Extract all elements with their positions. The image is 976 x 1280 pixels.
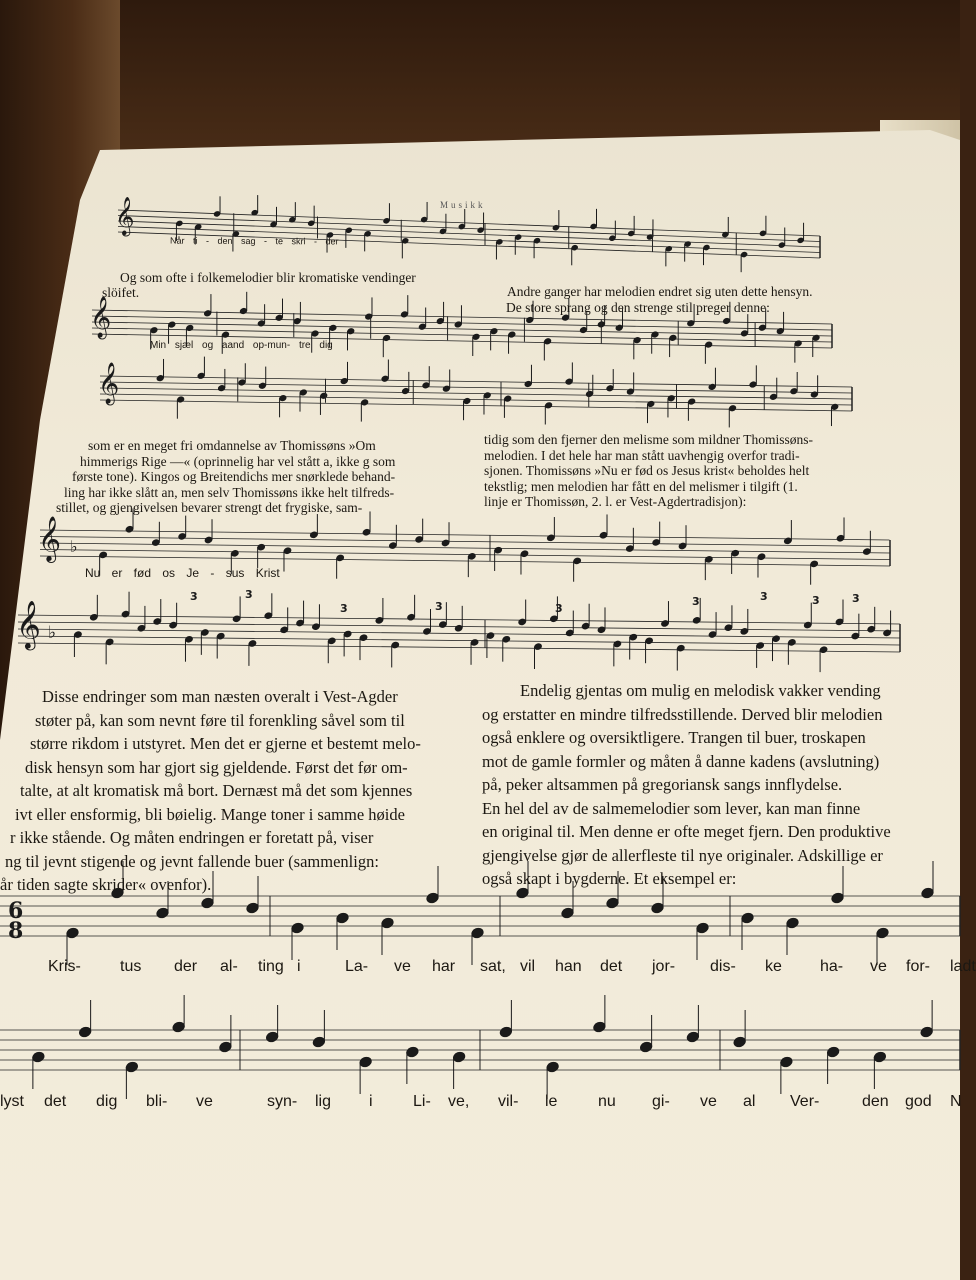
- lyric-syllable: syn-: [267, 1093, 298, 1110]
- staff-ex3-line: [100, 394, 852, 405]
- triplet-mark: 3: [692, 595, 700, 608]
- lyric-syllable: dis-: [710, 958, 736, 975]
- lyric-syllable: der: [174, 958, 198, 975]
- lyric-syllable: gi-: [652, 1093, 670, 1110]
- lyric-syllable: ve: [700, 1093, 717, 1110]
- br-line: gjengivelse gjør de allerfleste til nye originaler. Adskillige er: [482, 845, 883, 865]
- bl-line: talte, at alt kromatisk må bort. Dernæst må det som kjennes: [20, 781, 413, 800]
- staff-ex5-line: [18, 636, 900, 645]
- ex1-lyric: Når ti - den sag - te skri - der: [169, 235, 339, 247]
- lyric-syllable: den: [862, 1093, 889, 1110]
- lyric-syllable: ke: [765, 958, 782, 975]
- lyric-syllable: har: [432, 958, 456, 975]
- staff-ex2-line: [92, 316, 832, 330]
- ml-line: stillet, og gjengivelsen bevarer strengt det frygiske, sam-: [56, 500, 363, 515]
- lyric-syllable: sat,: [480, 958, 506, 975]
- tl-line: Og som ofte i folkemelodier blir kromatiske vendinger: [120, 270, 416, 285]
- time-signature: 6: [8, 898, 24, 924]
- bl-line: år tiden sagte skrider« ovenfor).: [0, 875, 212, 894]
- ex3-lyric: Nu er fød os Je - sus Krist: [85, 566, 280, 580]
- bl-line: støter på, kan som nevnt føre til forenkling såvel som til: [35, 710, 405, 730]
- lyric-syllable: dig: [96, 1093, 118, 1110]
- lyric-syllable: ve: [394, 958, 411, 975]
- bl-line: større rikdom i utstyret. Men det er gjerne et bestemt melo-: [30, 734, 421, 753]
- lyric-syllable: le: [545, 1093, 558, 1110]
- lyric-syllable: ladt: [950, 958, 976, 975]
- flat-sign: ♭: [48, 623, 57, 643]
- lyric-syllable: i: [369, 1093, 373, 1110]
- br-line: Endelig gjentas om mulig en melodisk vakker vending: [520, 681, 881, 700]
- treble-clef-ex3: 𝄞: [98, 363, 120, 405]
- staff-ex4-line: [40, 530, 890, 540]
- staff-ex4-line: [40, 537, 890, 547]
- lyric-syllable: al-: [220, 958, 238, 975]
- mr-line: sjonen. Thomissøns »Nu er fød os Jesus krist« beholdes helt: [484, 463, 810, 478]
- triplet-mark: 3: [190, 590, 198, 603]
- lyric-syllable: Ver-: [790, 1093, 820, 1110]
- lyric-syllable: N: [950, 1093, 962, 1110]
- bl-line: ivt eller ensformig, bli bøielig. Mange toner i samme høide: [15, 804, 405, 824]
- treble-clef-ex1: 𝄞: [115, 196, 135, 236]
- bl-line: r ikke stående. Og måten endringen er foretatt på, viser: [10, 828, 374, 847]
- br-line: også skapt i bygderne. Et eksempel er:: [482, 869, 737, 888]
- staff-ex5-line: [18, 615, 900, 624]
- lyric-syllable: Li-: [413, 1093, 431, 1110]
- br-line: mot de gamle formler og måten å danne kadens (avslutning): [482, 751, 880, 771]
- ml-line: ling har ikke slått an, men selv Thomissøns ikke helt tilfreds-: [64, 484, 395, 500]
- tr-line: Andre ganger har melodien endret sig uten dette hensyn.: [507, 284, 813, 299]
- lyric-syllable: lyst: [0, 1093, 24, 1110]
- ml-line: første tone). Kingos og Breitendichs mer snørklede behand-: [72, 469, 396, 484]
- bl-line: Disse endringer som man næsten overalt i Vest-Agder: [42, 687, 398, 706]
- ml-line: himmerigs Rige —« (oprinnelig har vel stått a, ikke g som: [80, 453, 396, 469]
- lyric-syllable: lig: [315, 1093, 332, 1110]
- lyric-syllable: vil-: [498, 1093, 519, 1110]
- staff-ex4-line: [40, 543, 890, 553]
- mr-line: tidig som den fjerner den melisme som mildner Thomissøns-: [484, 432, 813, 447]
- triplet-mark: 3: [760, 590, 768, 603]
- triplet-mark: 3: [812, 594, 820, 607]
- bl-line: disk hensyn som har gjort sig gjeldende. Først det før om-: [25, 757, 408, 777]
- treble-clef-ex2: 𝄞: [90, 297, 112, 339]
- lyric-syllable: ve: [870, 958, 887, 975]
- lyric-syllable: tus: [120, 958, 142, 975]
- lyric-syllable: for-: [906, 958, 930, 975]
- lyric-syllable: det: [600, 958, 623, 975]
- lyric-syllable: ting: [258, 958, 284, 975]
- mr-line: tekstlig; men melodien har fått en del melismer i tilgift (1.: [484, 478, 798, 494]
- triplet-mark: 3: [245, 588, 253, 601]
- triplet-mark: 3: [435, 600, 443, 613]
- br-line: en original til. Men denne er ofte meget fjern. Den produktive: [482, 822, 891, 841]
- mr-line: melodien. I det hele har man stått uavhengig overfor tradi-: [484, 447, 800, 463]
- lyric-syllable: bli-: [146, 1093, 168, 1110]
- ml-line: som er en meget fri omdannelse av Thomissøns »Om: [88, 438, 376, 453]
- lyric-syllable: ve,: [448, 1093, 470, 1110]
- lyric-syllable: Kris-: [48, 958, 81, 975]
- staff-ex3-line: [100, 400, 852, 411]
- triplet-mark: 3: [555, 602, 563, 615]
- br-line: og erstatter en mindre tilfredsstillende. Derved blir melodien: [482, 704, 883, 724]
- staff-ex5-line: [18, 643, 900, 652]
- staff-ex2-line: [92, 322, 832, 336]
- flat-sign: ♭: [70, 537, 78, 556]
- lyric-syllable: al: [743, 1093, 756, 1110]
- tr-line: De store sprang og den strenge stil preger denne:: [506, 300, 770, 315]
- lyric-syllable: vil: [520, 958, 536, 975]
- ex2-lyric: Min sjæl og aand op-mun- tre dig: [150, 340, 333, 351]
- lyric-syllable: La-: [345, 958, 369, 975]
- bl-line: ng til jevnt stigende og jevnt fallende buer (sammenlign:: [5, 851, 379, 871]
- br-line: En hel del av de salmemelodier som lever, kan man finne: [482, 798, 861, 818]
- tl-line: slöifet.: [102, 285, 140, 300]
- staff-ex3-line: [100, 376, 852, 387]
- br-line: på, peker altsammen på gregoriansk sangs innflydelse.: [482, 775, 843, 794]
- lyric-syllable: i: [297, 958, 301, 975]
- br-line: også enklere og oversiktligere. Trangen til buer, troskapen: [482, 728, 866, 747]
- staff-ex1-line: [118, 210, 820, 236]
- lyric-syllable: jor-: [652, 958, 676, 975]
- lyric-syllable: ha-: [820, 958, 844, 975]
- mr-line: linje er Thomissøn, 2. l. er Vest-Agdertradisjon):: [484, 494, 747, 509]
- lyric-syllable: ve: [196, 1093, 213, 1110]
- time-signature-denominator: 8: [8, 918, 24, 944]
- lyric-syllable: god: [905, 1093, 932, 1110]
- running-title: Musikk: [440, 200, 486, 210]
- lyric-syllable: det: [44, 1093, 67, 1110]
- staff-ex3-line: [100, 382, 852, 393]
- triplet-mark: 3: [340, 602, 348, 615]
- staff-ex3-line: [100, 388, 852, 399]
- treble-clef-ex5: 𝄞: [16, 599, 41, 649]
- lyric-syllable: han: [555, 958, 582, 975]
- lyric-syllable: nu: [598, 1093, 616, 1110]
- triplet-mark: 3: [852, 592, 860, 605]
- treble-clef-ex4: 𝄞: [38, 516, 62, 562]
